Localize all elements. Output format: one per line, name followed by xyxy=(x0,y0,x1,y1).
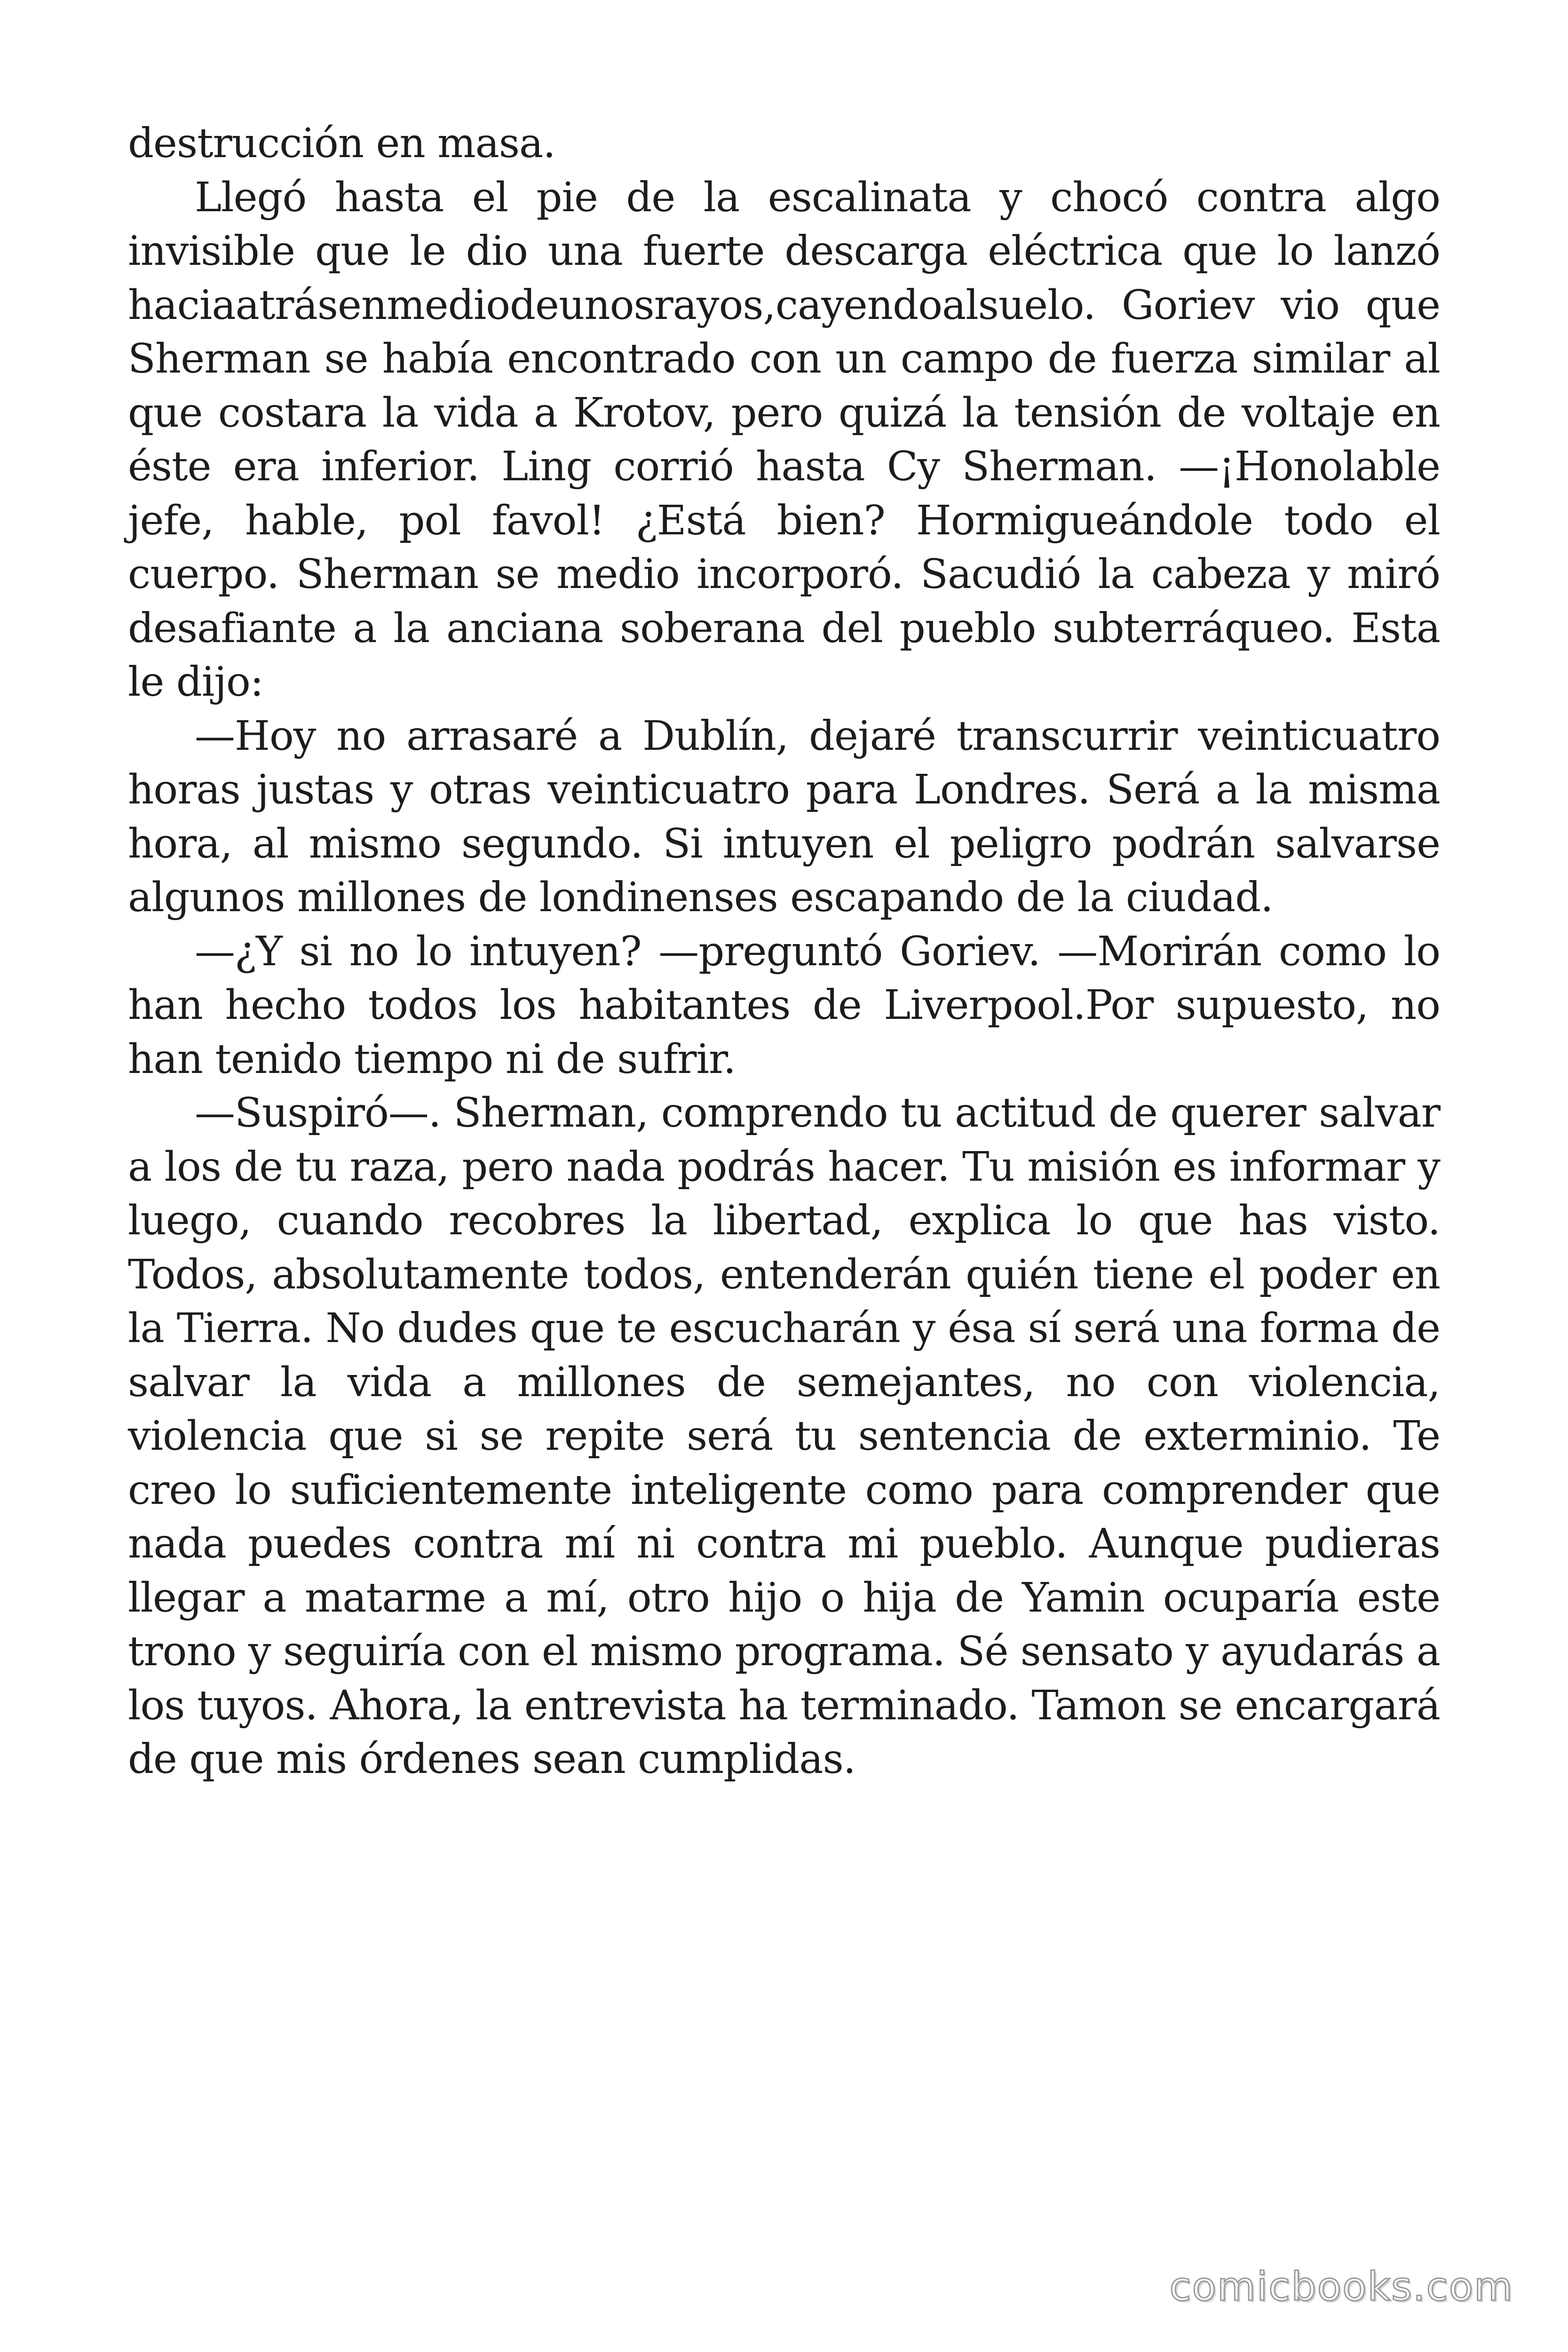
paragraph: —Suspiró—. Sherman, comprendo tu actitud de querer salvar a los de tu raza, pero nada podrás hacer. Tu misión es informar y luego, cuando recobres la libertad, explica lo que has visto. Todos, absolutamente todos, entenderán quién tiene el poder en la Tierra. No dudes que te escucharán y ésa sí será una forma de salvar la vida a millones de semejantes, no con violencia, violencia que si se repite será tu sentencia de exterminio. Te creo lo suficientemente inteligente como para comprender que nada puedes contra mí ni contra mi pueblo. Aunque pudieras llegar a matarme a mí, otro hijo o hija de Yamin ocuparía este trono y seguiría con el mismo programa. Sé sensato y ayudarás a los tuyos. Ahora, la entrevista ha terminado. Tamon se encargará de que mis órdenes sean cumplidas. xyxy=(128,1089,1440,1783)
watermark: comicbooks.com xyxy=(1169,2264,1513,2310)
paragraph: —Hoy no arrasaré a Dublín, dejaré transcurrir veinticuatro horas justas y otras veinticuatro para Londres. Será a la misma hora, al mismo segundo. Si intuyen el peligro podrán salvarse algunos millones de londinenses escapando de la ciudad. xyxy=(128,712,1440,921)
paragraph-continuation: destrucción en masa. xyxy=(128,120,555,167)
paragraph: —¿Y si no lo intuyen? —preguntó Goriev. —Morirán como lo han hecho todos los habitantes de Liverpool.Por supuesto, no han tenido tiempo ni de sufrir. xyxy=(128,928,1440,1083)
body-text xyxy=(128,117,1440,1787)
paragraph: Llegó hasta el pie de la escalinata y chocó contra algo invisible que le dio una fuerte descarga eléctrica que lo lanzó haciaatrásenmediodeunosrayos,cayendoalsuelo. Goriev vio que Sherman se había encontrado con un campo de fuerza similar al que costara la vida a Krotov, pero quizá la tensión de voltaje en éste era inferior. Ling corrió hasta Cy Sherman. —¡Honolable jefe, hable, pol favol! ¿Está bien? Hormigueándole todo el cuerpo. Sherman se medio incorporó. Sacudió la cabeza y miró desafiante a la anciana soberana del pueblo subterráqueo. Esta le dijo: xyxy=(128,174,1440,706)
